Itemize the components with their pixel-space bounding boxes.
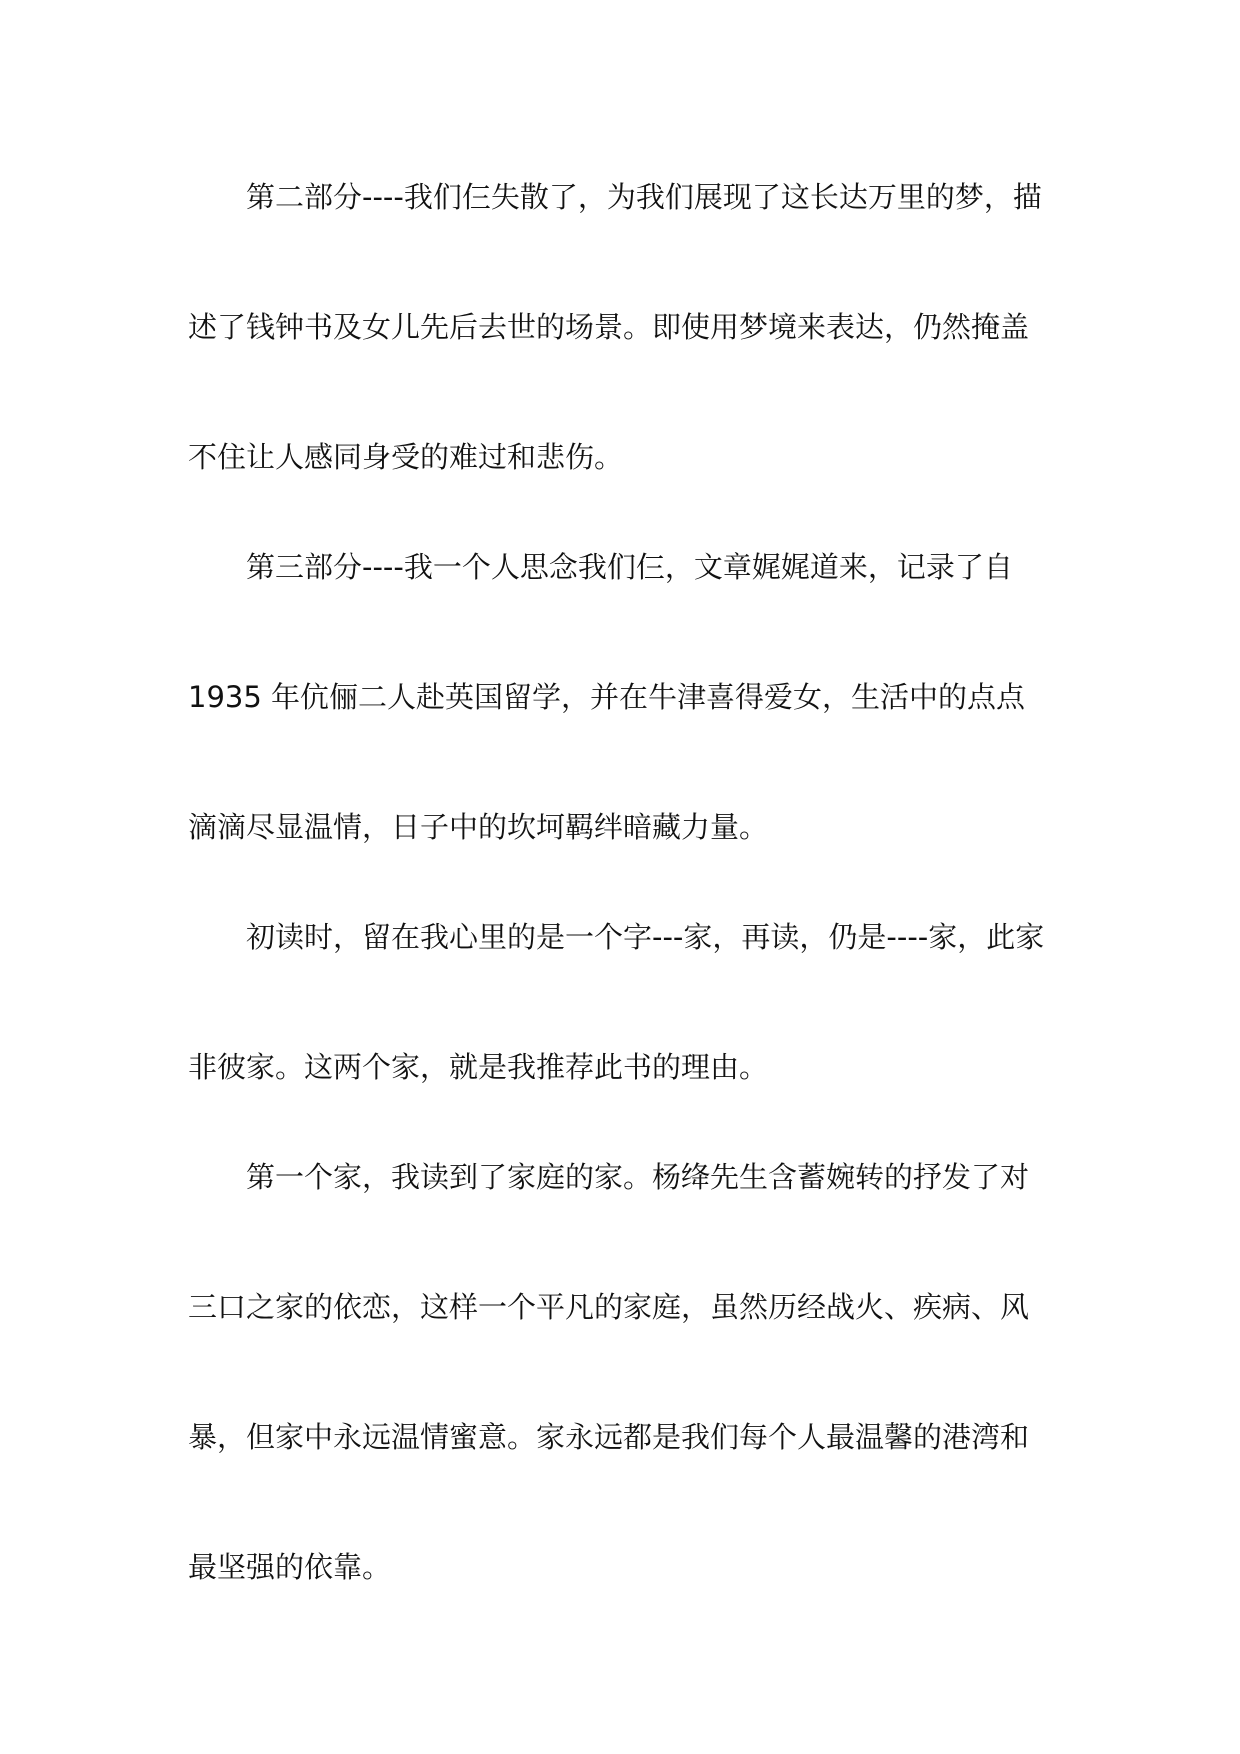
paragraph-first-home-line-2: 三口之家的依恋，这样一个平凡的家庭，虽然历经战火、疾病、风 [188,1290,1030,1324]
paragraph-first-home-line-4: 最坚强的依靠。 [188,1550,392,1584]
paragraph-first-home-line-1: 第一个家，我读到了家庭的家。杨绛先生含蓄婉转的抒发了对 [246,1160,1030,1194]
paragraph-part-two-line-2: 述了钱钟书及女儿先后去世的场景。即使用梦境来表达，仍然掩盖 [188,310,1030,344]
paragraph-first-reading-line-2: 非彼家。这两个家，就是我推荐此书的理由。 [188,1050,769,1084]
paragraph-part-three-line-2: 1935 年伉俪二人赴英国留学，并在牛津喜得爱女，生活中的点点 [188,680,1026,714]
paragraph-first-home-line-3: 暴，但家中永远温情蜜意。家永远都是我们每个人最温馨的港湾和 [188,1420,1030,1454]
paragraph-part-two-line-3: 不住让人感同身受的难过和悲伤。 [188,440,624,474]
paragraph-part-three-line-1: 第三部分----我一个人思念我们仨，文章娓娓道来，记录了自 [246,550,1013,584]
paragraph-first-reading-line-1: 初读时，留在我心里的是一个字---家，再读，仍是----家，此家 [246,920,1045,954]
paragraph-part-three-line-3: 滴滴尽显温情，日子中的坎坷羁绊暗藏力量。 [188,810,769,844]
paragraph-part-two-line-1: 第二部分----我们仨失散了，为我们展现了这长达万里的梦，描 [246,180,1042,214]
